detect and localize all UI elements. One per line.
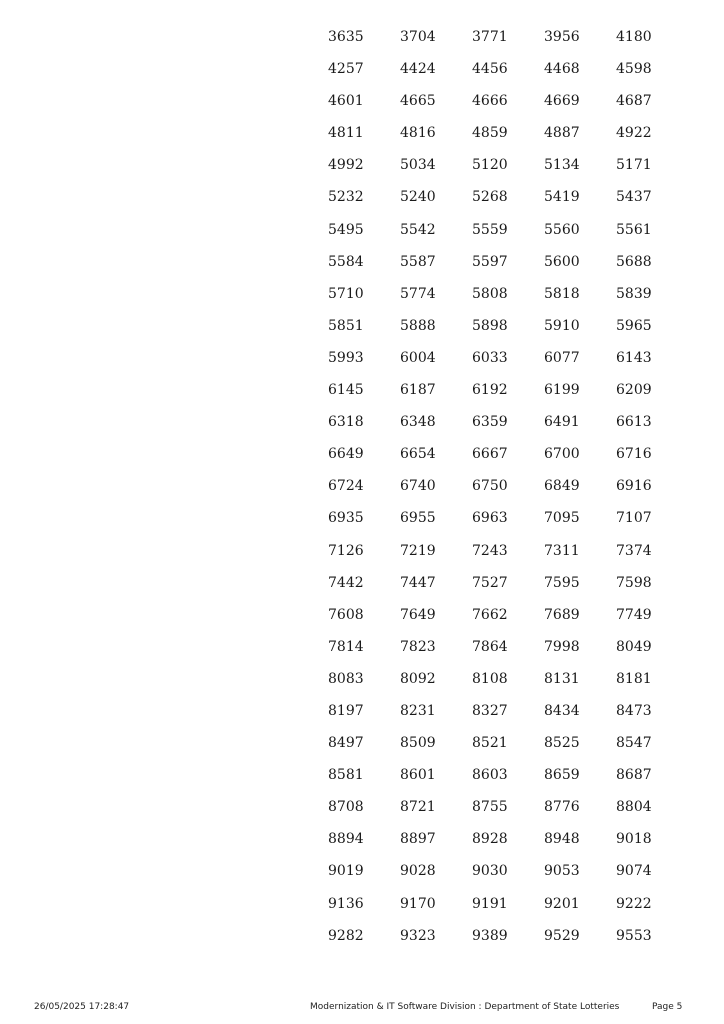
number-cell: 8092 (400, 670, 436, 687)
number-cell: 5559 (472, 221, 508, 238)
number-cell: 9018 (616, 831, 652, 848)
number-cell: 4922 (616, 125, 652, 142)
number-cell: 9389 (472, 927, 508, 944)
number-cell: 5597 (472, 253, 508, 270)
number-cell: 6963 (472, 510, 508, 527)
number-cell: 8327 (472, 702, 508, 719)
number-cell: 6955 (400, 510, 436, 527)
number-cell: 8928 (472, 831, 508, 848)
number-cell: 9553 (616, 927, 652, 944)
number-cell: 7662 (472, 606, 508, 623)
number-cell: 5898 (472, 317, 508, 334)
number-cell: 7447 (400, 574, 436, 591)
number-cell: 5034 (400, 157, 436, 174)
number-cell: 7864 (472, 638, 508, 655)
number-cell: 9053 (544, 863, 580, 880)
number-cell: 8108 (472, 670, 508, 687)
number-cell: 9074 (616, 863, 652, 880)
number-cell: 7689 (544, 606, 580, 623)
number-cell: 4468 (544, 61, 580, 78)
number-cell: 6491 (544, 414, 580, 431)
number-cell: 9201 (544, 895, 580, 912)
number-cell: 9529 (544, 927, 580, 944)
footer-datetime: 26/05/2025 17:28:47 (34, 1002, 130, 1012)
number-cell: 8708 (328, 799, 364, 816)
number-cell: 6348 (400, 414, 436, 431)
number-cell: 6318 (328, 414, 364, 431)
number-cell: 9019 (328, 863, 364, 880)
number-cell: 5993 (328, 349, 364, 366)
number-cell: 8601 (400, 767, 436, 784)
number-cell: 6187 (400, 382, 436, 399)
number-cell: 8581 (328, 767, 364, 784)
number-cell: 4992 (328, 157, 364, 174)
number-cell: 4669 (544, 93, 580, 110)
number-cell: 4687 (616, 93, 652, 110)
number-cell: 5419 (544, 189, 580, 206)
number-cell: 6004 (400, 349, 436, 366)
number-cell: 8497 (328, 735, 364, 752)
number-cell: 4887 (544, 125, 580, 142)
number-cell: 5120 (472, 157, 508, 174)
number-cell: 7823 (400, 638, 436, 655)
number-cell: 3635 (328, 29, 364, 45)
number-cell: 6700 (544, 446, 580, 463)
number-cell: 9028 (400, 863, 436, 880)
number-cell: 6209 (616, 382, 652, 399)
number-cell: 8473 (616, 702, 652, 719)
number-cell: 7595 (544, 574, 580, 591)
number-cell: 5839 (616, 285, 652, 302)
number-cell: 5710 (328, 285, 364, 302)
number-cell: 8603 (472, 767, 508, 784)
number-cell: 6192 (472, 382, 508, 399)
number-cell: 8659 (544, 767, 580, 784)
number-cell: 8231 (400, 702, 436, 719)
page-footer (0, 999, 724, 1015)
number-cell: 3704 (400, 29, 436, 45)
number-cell: 4811 (328, 125, 364, 142)
footer-division: Modernization & IT Software Division : Department of State Lotteries (310, 1002, 620, 1012)
number-cell: 5437 (616, 189, 652, 206)
number-cell: 5584 (328, 253, 364, 270)
number-cell: 9030 (472, 863, 508, 880)
number-cell: 8776 (544, 799, 580, 816)
number-cell: 5561 (616, 221, 652, 238)
number-cell: 5965 (616, 317, 652, 334)
number-cell: 4859 (472, 125, 508, 142)
number-cell: 8197 (328, 702, 364, 719)
number-cell: 8897 (400, 831, 436, 848)
number-cell: 5542 (400, 221, 436, 238)
number-cell: 8525 (544, 735, 580, 752)
number-cell: 5560 (544, 221, 580, 238)
number-cell: 4257 (328, 61, 364, 78)
number-cell: 8521 (472, 735, 508, 752)
number-cell: 6935 (328, 510, 364, 527)
number-cell: 7374 (616, 542, 652, 559)
number-cell: 6359 (472, 414, 508, 431)
number-cell: 7649 (400, 606, 436, 623)
number-cell: 6649 (328, 446, 364, 463)
number-cell: 5495 (328, 221, 364, 238)
footer-page-number: Page 5 (652, 1002, 683, 1012)
number-cell: 8509 (400, 735, 436, 752)
number-cell: 6145 (328, 382, 364, 399)
number-cell: 8547 (616, 735, 652, 752)
winning-numbers-grid (307, 21, 667, 952)
number-cell: 6033 (472, 349, 508, 366)
number-cell: 8948 (544, 831, 580, 848)
number-cell: 7095 (544, 510, 580, 527)
number-cell: 6654 (400, 446, 436, 463)
number-cell: 7598 (616, 574, 652, 591)
number-cell: 9282 (328, 927, 364, 944)
number-cell: 8894 (328, 831, 364, 848)
number-cell: 5774 (400, 285, 436, 302)
number-cell: 5910 (544, 317, 580, 334)
number-cell: 3956 (544, 29, 580, 45)
number-cell: 5587 (400, 253, 436, 270)
number-cell: 8083 (328, 670, 364, 687)
number-cell: 5818 (544, 285, 580, 302)
number-cell: 6724 (328, 478, 364, 495)
number-cell: 6613 (616, 414, 652, 431)
number-cell: 7814 (328, 638, 364, 655)
number-cell: 7608 (328, 606, 364, 623)
number-cell: 8687 (616, 767, 652, 784)
number-cell: 5888 (400, 317, 436, 334)
number-cell: 5232 (328, 189, 364, 206)
number-cell: 5851 (328, 317, 364, 334)
number-cell: 5808 (472, 285, 508, 302)
number-cell: 7107 (616, 510, 652, 527)
number-cell: 8804 (616, 799, 652, 816)
number-cell: 5600 (544, 253, 580, 270)
number-cell: 7749 (616, 606, 652, 623)
number-cell: 4456 (472, 61, 508, 78)
number-cell: 7126 (328, 542, 364, 559)
number-cell: 7442 (328, 574, 364, 591)
number-cell: 8434 (544, 702, 580, 719)
number-cell: 4424 (400, 61, 436, 78)
number-cell: 8131 (544, 670, 580, 687)
number-cell: 6916 (616, 478, 652, 495)
number-cell: 6750 (472, 478, 508, 495)
number-cell: 5688 (616, 253, 652, 270)
number-cell: 6716 (616, 446, 652, 463)
number-cell: 7998 (544, 638, 580, 655)
number-cell: 4665 (400, 93, 436, 110)
number-cell: 7311 (544, 542, 580, 559)
number-cell: 9222 (616, 895, 652, 912)
number-cell: 4816 (400, 125, 436, 142)
number-cell: 9323 (400, 927, 436, 944)
number-cell: 6740 (400, 478, 436, 495)
number-cell: 4666 (472, 93, 508, 110)
number-cell: 6849 (544, 478, 580, 495)
number-cell: 9191 (472, 895, 508, 912)
number-cell: 6199 (544, 382, 580, 399)
number-cell: 9170 (400, 895, 436, 912)
number-cell: 8181 (616, 670, 652, 687)
number-cell: 8049 (616, 638, 652, 655)
number-cell: 5134 (544, 157, 580, 174)
number-cell: 5240 (400, 189, 436, 206)
number-cell: 6077 (544, 349, 580, 366)
number-cell: 7527 (472, 574, 508, 591)
number-cell: 4598 (616, 61, 652, 78)
number-cell: 4180 (616, 29, 652, 45)
number-cell: 8721 (400, 799, 436, 816)
number-cell: 5171 (616, 157, 652, 174)
number-cell: 5268 (472, 189, 508, 206)
number-cell: 4601 (328, 93, 364, 110)
number-cell: 9136 (328, 895, 364, 912)
number-cell: 7243 (472, 542, 508, 559)
number-cell: 8755 (472, 799, 508, 816)
number-cell: 6667 (472, 446, 508, 463)
number-cell: 3771 (472, 29, 508, 45)
number-cell: 7219 (400, 542, 436, 559)
number-cell: 6143 (616, 349, 652, 366)
